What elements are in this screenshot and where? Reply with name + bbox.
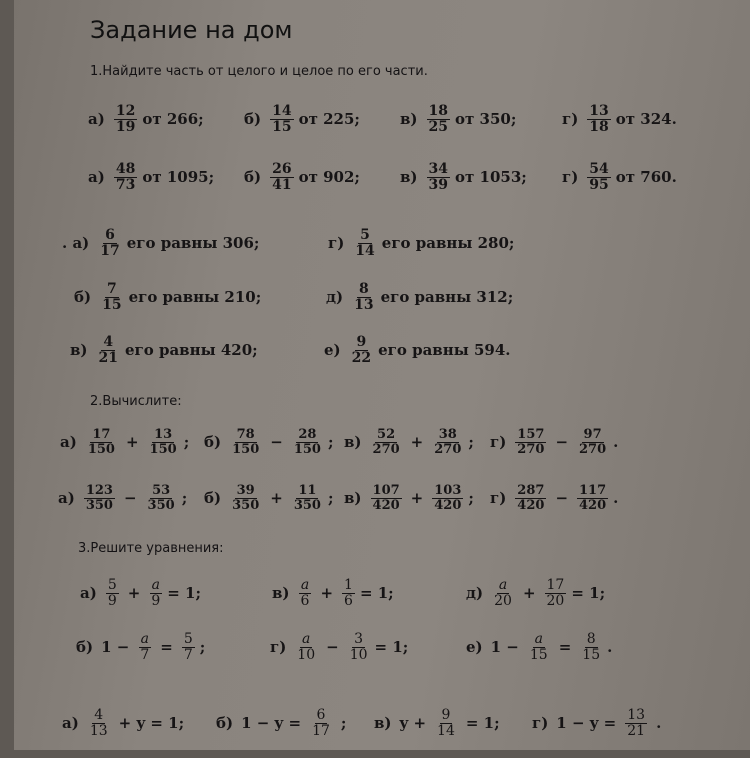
task2-row-a: [0, 428, 750, 478]
denominator: 9: [107, 592, 117, 609]
task-text: его равны 306;: [126, 234, 260, 253]
fraction: [84, 484, 115, 512]
denominator: 15: [272, 118, 292, 135]
equation: [272, 578, 394, 608]
denominator: 73: [115, 176, 136, 193]
numerator: a: [498, 577, 508, 593]
denominator: 17: [312, 722, 330, 739]
item-label: а): [62, 714, 79, 733]
fraction-task: [400, 104, 516, 134]
denominator: 22: [351, 349, 372, 366]
numerator: a: [302, 631, 311, 647]
denominator: 270: [579, 441, 607, 457]
numerator: 1: [344, 577, 353, 593]
terminator: ;: [468, 489, 474, 508]
fraction: [492, 578, 514, 608]
fraction: [432, 484, 463, 512]
task-text: от 324.: [615, 110, 677, 129]
item-label: б): [216, 714, 234, 733]
denominator: 19: [115, 118, 136, 135]
fraction: [371, 428, 402, 456]
fraction: [577, 428, 608, 456]
item-label: б): [244, 168, 262, 187]
fraction: [625, 708, 647, 738]
item-label: д): [466, 584, 484, 603]
numerator: 11: [298, 483, 317, 498]
operator: +: [270, 489, 283, 508]
item-label: е): [324, 341, 341, 360]
denominator: 13: [354, 296, 374, 313]
numerator: 52: [377, 427, 396, 442]
section-1-heading: 1.Найдите часть от целого и целое по его части.: [90, 64, 428, 79]
denominator: 150: [87, 441, 115, 457]
numerator: 5: [107, 577, 117, 593]
item-label: а): [60, 433, 77, 452]
operator: −: [555, 433, 569, 452]
fraction: [348, 632, 370, 662]
fraction-task: [324, 335, 511, 365]
fraction: [427, 162, 450, 192]
task-text: его равны 594.: [378, 341, 511, 360]
denominator: 14: [437, 722, 455, 739]
equation-rhs: ;: [340, 714, 347, 733]
fraction-expression: [490, 428, 618, 456]
denominator: 420: [434, 497, 462, 513]
fraction: [515, 428, 546, 456]
fraction: [577, 484, 608, 512]
item-label: г): [562, 110, 579, 129]
fraction: [230, 484, 261, 512]
equation-rhs: + y = 1;: [118, 714, 185, 733]
task1-parts-row-3: [0, 335, 750, 385]
fraction-expression: [60, 428, 189, 456]
numerator: a: [300, 577, 310, 593]
terminator: ;: [181, 489, 188, 508]
denominator: 9: [151, 592, 161, 609]
task2-row-b: [0, 484, 750, 534]
denominator: 350: [293, 497, 321, 513]
numerator: 12: [115, 103, 136, 119]
numerator: 5: [360, 227, 370, 243]
denominator: 6: [300, 592, 310, 609]
item-label: д): [326, 288, 344, 307]
item-label: г): [562, 168, 579, 187]
equation-prefix: 1 −: [101, 638, 130, 657]
task-text: от 1053;: [455, 168, 527, 187]
denominator: 150: [149, 441, 177, 457]
numerator: 78: [236, 427, 255, 442]
denominator: 420: [517, 497, 545, 513]
item-label: б): [204, 433, 222, 452]
fraction: [310, 708, 332, 738]
equation-rhs: = 1;: [359, 584, 394, 603]
denominator: 15: [102, 296, 122, 313]
item-label: б): [244, 110, 262, 129]
denominator: 150: [232, 441, 260, 457]
fraction: [292, 428, 323, 456]
equation: [76, 632, 205, 662]
numerator: 6: [316, 707, 326, 723]
task-text: его равны 312;: [380, 288, 514, 307]
denominator: 7: [140, 646, 150, 663]
equation-rhs: = 1;: [374, 638, 409, 657]
denominator: 10: [297, 646, 316, 663]
fraction: [350, 335, 373, 365]
equation-rhs: = 1;: [465, 714, 500, 733]
fraction-task: [328, 228, 514, 258]
item-label: а): [88, 168, 105, 187]
numerator: 48: [115, 161, 136, 177]
fraction-task: [88, 162, 214, 192]
numerator: 4: [94, 707, 104, 723]
operator: −: [270, 433, 283, 452]
item-label: б): [204, 489, 222, 508]
fraction: [148, 428, 179, 456]
task-text: от 225;: [298, 110, 360, 129]
fraction: [299, 578, 312, 608]
numerator: 4: [103, 334, 114, 350]
numerator: 117: [579, 483, 607, 498]
fraction: [371, 484, 402, 512]
numerator: 107: [372, 483, 400, 498]
numerator: 34: [428, 161, 449, 177]
denominator: 15: [529, 646, 548, 663]
task-text: его равны 420;: [125, 341, 258, 360]
terminator: ;: [327, 433, 334, 452]
task3-row-3: [0, 708, 750, 758]
fraction: [432, 428, 463, 456]
task1-row-a: [0, 104, 750, 154]
task-text: его равны 280;: [381, 234, 515, 253]
numerator: 17: [92, 427, 111, 442]
fraction: [342, 578, 355, 608]
numerator: 53: [152, 483, 171, 498]
task1-parts-row-2: [0, 282, 750, 332]
numerator: 54: [589, 161, 609, 177]
task3-row-2: [0, 632, 750, 682]
denominator: 95: [589, 176, 609, 193]
equation: [466, 632, 612, 662]
numerator: 157: [517, 427, 545, 442]
fraction: [352, 282, 375, 312]
item-label: г): [532, 714, 549, 733]
operator: +: [127, 584, 141, 603]
operator: +: [410, 489, 424, 508]
item-label: в): [374, 714, 392, 733]
denominator: 270: [517, 441, 545, 457]
item-label: а): [88, 110, 105, 129]
item-label: б): [74, 288, 92, 307]
numerator: 28: [298, 427, 317, 442]
fraction: [295, 632, 317, 662]
terminator: ;: [183, 433, 190, 452]
item-label: е): [466, 638, 483, 657]
item-label: б): [76, 638, 94, 657]
fraction: [149, 578, 162, 608]
fraction: [146, 484, 177, 512]
task3-row-1: [0, 578, 750, 628]
item-label: в): [70, 341, 88, 360]
equation-rhs: .: [656, 714, 662, 733]
item-label: г): [328, 234, 345, 253]
item-label: а): [58, 489, 75, 508]
fraction-task: [562, 162, 677, 192]
terminator: ;: [468, 433, 474, 452]
equation-rhs: .: [607, 638, 613, 657]
denominator: 21: [98, 349, 119, 366]
denominator: 350: [85, 497, 113, 513]
terminator: .: [613, 489, 619, 508]
fraction-task: [62, 228, 259, 258]
fraction: [106, 578, 119, 608]
item-label: . а): [62, 234, 90, 253]
denominator: 7: [183, 646, 193, 663]
numerator: 287: [517, 483, 545, 498]
item-label: в): [344, 489, 362, 508]
denominator: 17: [100, 242, 120, 259]
fraction-task: [400, 162, 527, 192]
numerator: 5: [183, 631, 193, 647]
task1-parts-row-1: [0, 228, 750, 278]
fraction: [270, 104, 293, 134]
numerator: 39: [236, 483, 255, 498]
fraction-task: [74, 282, 261, 312]
denominator: 270: [434, 441, 462, 457]
numerator: 13: [154, 427, 173, 442]
item-label: в): [272, 584, 290, 603]
fraction: [270, 162, 293, 192]
numerator: a: [151, 577, 160, 593]
section-3-heading: 3.Решите уравнения:: [78, 541, 224, 556]
fraction-expression: [344, 428, 474, 456]
numerator: 8: [586, 631, 596, 647]
operator: +: [522, 584, 536, 603]
equation-prefix: 1 − y =: [241, 714, 302, 733]
item-label: г): [490, 489, 507, 508]
denominator: 41: [272, 176, 292, 193]
fraction-expression: [490, 484, 618, 512]
numerator: 18: [428, 103, 449, 119]
denominator: 21: [627, 722, 646, 739]
fraction: [114, 104, 137, 134]
task-text: от 266;: [142, 110, 204, 129]
fraction: [114, 162, 137, 192]
numerator: 7: [106, 281, 117, 297]
numerator: 103: [434, 483, 462, 498]
fraction-task: [562, 104, 677, 134]
fraction: [86, 428, 117, 456]
fraction: [580, 632, 602, 662]
fraction: [230, 428, 261, 456]
equation-rhs: ;: [199, 638, 206, 657]
denominator: 420: [579, 497, 607, 513]
operator: =: [558, 638, 572, 657]
numerator: 6: [105, 227, 115, 243]
numerator: 8: [358, 281, 369, 297]
fraction: [100, 282, 123, 312]
equation: [532, 708, 665, 738]
equation-rhs: = 1;: [571, 584, 606, 603]
item-label: г): [490, 433, 507, 452]
operator: +: [320, 584, 334, 603]
fraction-expression: [344, 484, 474, 512]
task-text: от 1095;: [142, 168, 215, 187]
denominator: 6: [344, 592, 353, 609]
operator: −: [123, 489, 137, 508]
section-2-heading: 2.Вычислите:: [90, 394, 182, 409]
task-text: его равны 210;: [128, 288, 262, 307]
fraction-task: [326, 282, 513, 312]
denominator: 18: [589, 118, 609, 135]
task-text: от 760.: [615, 168, 677, 187]
page-title: Задание на дом: [90, 16, 293, 44]
fraction-expression: [204, 428, 334, 456]
numerator: 13: [627, 707, 646, 723]
equation: [466, 578, 605, 608]
numerator: 14: [272, 103, 292, 119]
equation: [270, 632, 408, 662]
equation: [374, 708, 504, 738]
fraction: [515, 484, 546, 512]
item-label: в): [400, 168, 418, 187]
denominator: 13: [89, 722, 108, 739]
denominator: 39: [428, 176, 449, 193]
numerator: 13: [589, 103, 609, 119]
equation: [80, 578, 201, 608]
denominator: 420: [372, 497, 400, 513]
task-text: от 350;: [455, 110, 517, 129]
equation: [216, 708, 350, 738]
denominator: 10: [349, 646, 368, 663]
fraction: [435, 708, 457, 738]
terminator: .: [613, 433, 619, 452]
denominator: 350: [147, 497, 175, 513]
fraction-expression: [204, 484, 334, 512]
fraction: [98, 228, 121, 258]
denominator: 25: [428, 118, 449, 135]
equation: [62, 708, 188, 738]
numerator: 3: [354, 631, 364, 647]
denominator: 14: [355, 242, 375, 259]
denominator: 20: [546, 592, 565, 609]
item-label: г): [270, 638, 287, 657]
numerator: 9: [356, 334, 367, 350]
numerator: a: [140, 631, 149, 647]
fraction: [138, 632, 151, 662]
task1-row-b: [0, 162, 750, 212]
numerator: 17: [546, 577, 565, 593]
numerator: 26: [272, 161, 292, 177]
denominator: 150: [293, 441, 321, 457]
denominator: 15: [582, 646, 601, 663]
item-label: а): [80, 584, 97, 603]
fraction: [88, 708, 110, 738]
operator: +: [125, 433, 139, 452]
equation-prefix: y +: [399, 714, 427, 733]
fraction: [427, 104, 450, 134]
operator: −: [555, 489, 569, 508]
fraction-task: [244, 162, 360, 192]
numerator: 38: [438, 427, 457, 442]
fraction-task: [70, 335, 258, 365]
fraction: [353, 228, 376, 258]
terminator: ;: [327, 489, 334, 508]
numerator: 9: [441, 707, 451, 723]
denominator: 270: [372, 441, 400, 457]
item-label: в): [400, 110, 418, 129]
fraction: [182, 632, 195, 662]
fraction: [97, 335, 120, 365]
fraction: [545, 578, 567, 608]
equation-prefix: 1 −: [490, 638, 519, 657]
fraction-expression: [58, 484, 187, 512]
operator: =: [160, 638, 173, 657]
numerator: 123: [85, 483, 113, 498]
numerator: 97: [583, 427, 602, 442]
item-label: в): [344, 433, 362, 452]
equation-rhs: = 1;: [167, 584, 202, 603]
fraction: [587, 104, 610, 134]
denominator: 350: [232, 497, 260, 513]
equation-prefix: 1 − y =: [556, 714, 617, 733]
fraction: [292, 484, 323, 512]
operator: −: [326, 638, 339, 657]
numerator: a: [534, 631, 543, 647]
task-text: от 902;: [298, 168, 360, 187]
denominator: 20: [494, 592, 512, 609]
fraction: [587, 162, 610, 192]
operator: +: [410, 433, 424, 452]
fraction-task: [244, 104, 360, 134]
fraction: [528, 632, 550, 662]
fraction-task: [88, 104, 204, 134]
